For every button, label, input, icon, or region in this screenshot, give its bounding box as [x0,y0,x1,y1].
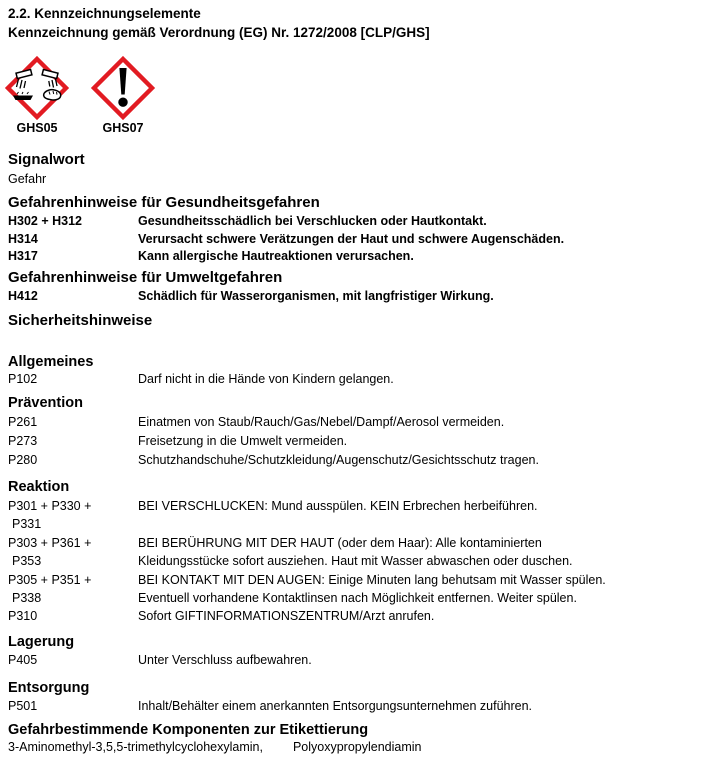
pictogram-ghs07 [91,56,155,135]
precaution-text [138,497,714,534]
precaution-text: Inhalt/Behälter einem anerkannten Entsorgungsunternehmen zuführen. [138,699,533,713]
environment-hazards-heading: Gefahrenhinweise für Umweltgefahren [8,269,283,286]
group-heading-lagerung: Lagerung [8,634,75,650]
pictogram-label-ghs05: GHS05 [16,121,58,135]
component-name: Polyoxypropylendiamin [292,740,422,754]
precaution-row [8,371,714,389]
precaution-row [8,652,714,670]
code-line: P353 [12,554,42,569]
precaution-code [8,497,138,534]
text-line: Eventuell vorhandene Kontaktlinsen nach Möglichkeit entfernen. Weiter spülen. [138,591,577,606]
code-line: P310 [8,609,38,624]
praevention-rows [8,413,714,470]
reaktion-rows [8,497,714,626]
hazard-text: Gesundheitsschädlich bei Verschlucken oder Hautkontakt. [138,214,487,228]
group-heading-reaktion: Reaktion [8,479,70,495]
hazard-code: H412 [8,289,38,303]
precaution-text [138,607,714,625]
precaution-code: P405 [8,653,38,667]
precaution-text: Schutzhandschuhe/Schutzkleidung/Augenschutz/Gesichtsschutz tragen. [138,453,539,467]
pictogram-ghs05 [5,56,69,135]
entsorgung-rows [8,698,714,716]
text-line: BEI VERSCHLUCKEN: Mund ausspülen. KEIN Erbrechen herbeiführen. [138,499,538,513]
hazard-text: Schädlich für Wasserorganismen, mit langfristiger Wirkung. [138,289,494,303]
signalword-value: Gefahr [8,172,47,186]
precautionary-heading: Sicherheitshinweise [8,312,153,329]
precaution-code: P261 [8,415,38,429]
pictogram-label-ghs07: GHS07 [102,121,144,135]
precaution-row [8,451,714,470]
group-heading-allgemeines: Allgemeines [8,354,94,370]
lagerung-rows [8,652,714,670]
health-hazards-heading: Gefahrenhinweise für Gesundheitsgefahren [8,194,320,211]
signalword-heading: Signalwort [8,151,85,168]
precaution-code: P501 [8,699,38,713]
precaution-row [8,413,714,432]
precaution-code: P102 [8,372,38,386]
allgemeines-rows [8,371,714,389]
regulation-title: Kennzeichnung gemäß Verordnung (EG) Nr. 1272/2008 [CLP/GHS] [8,25,430,40]
code-line: P301 + P330 + [8,499,92,513]
precaution-text: Einatmen von Staub/Rauch/Gas/Nebel/Dampf/Aerosol vermeiden. [138,415,505,429]
section-number-title: 2.2. Kennzeichnungselemente [8,6,201,21]
precaution-text: Darf nicht in die Hände von Kindern gelangen. [138,372,394,386]
code-line: P331 [12,517,42,532]
precaution-code [8,607,138,625]
precaution-code: P280 [8,453,38,467]
text-line: BEI KONTAKT MIT DEN AUGEN: Einige Minuten lang behutsam mit Wasser spülen. [138,572,606,587]
corrosion-icon [5,56,69,120]
precaution-row [8,571,714,608]
ghs-pictograms [5,56,155,135]
precaution-row [8,534,714,571]
health-hazard-rows [8,213,714,266]
precaution-row [8,607,714,625]
hazard-code: H317 [8,249,38,263]
text-line: BEI BERÜHRUNG MIT DER HAUT (oder dem Haar): Alle kontaminierten [138,535,542,550]
text-line: Sofort GIFTINFORMATIONSZENTRUM/Arzt anrufen. [138,609,435,624]
precaution-row [8,432,714,451]
code-line: P303 + P361 + [8,535,92,550]
precaution-text: Freisetzung in die Umwelt vermeiden. [138,434,348,448]
hazard-row [8,231,714,249]
group-heading-praevention: Prävention [8,395,83,411]
precaution-text: Unter Verschluss aufbewahren. [138,653,312,667]
components-heading: Gefahrbestimmende Komponenten zur Etikettierung [8,722,369,738]
components-line [8,740,422,754]
precaution-text [138,534,714,571]
precaution-code [8,534,138,571]
hazard-text: Verursacht schwere Verätzungen der Haut und schwere Augenschäden. [138,231,565,246]
hazard-row [8,213,714,231]
hazard-row [8,288,714,306]
exclamation-icon [91,56,155,120]
code-line: P305 + P351 + [8,572,92,587]
precaution-code [8,571,138,608]
group-heading-entsorgung: Entsorgung [8,680,90,696]
hazard-code: H314 [8,231,38,246]
precaution-text [138,571,714,608]
section-title-block [8,4,430,42]
component-name: 3-Aminomethyl-3,5,5-trimethylcyclohexylamin, [8,740,263,754]
hazard-code: H302 + H312 [8,214,83,228]
precaution-row [8,698,714,716]
hazard-text: Kann allergische Hautreaktionen verursachen. [138,249,414,263]
precaution-row [8,497,714,534]
text-line: Kleidungsstücke sofort ausziehen. Haut mit Wasser abwaschen oder duschen. [138,554,573,569]
code-line: P338 [12,591,42,606]
precaution-code: P273 [8,434,38,448]
hazard-row [8,248,714,266]
environment-hazard-rows [8,288,714,306]
